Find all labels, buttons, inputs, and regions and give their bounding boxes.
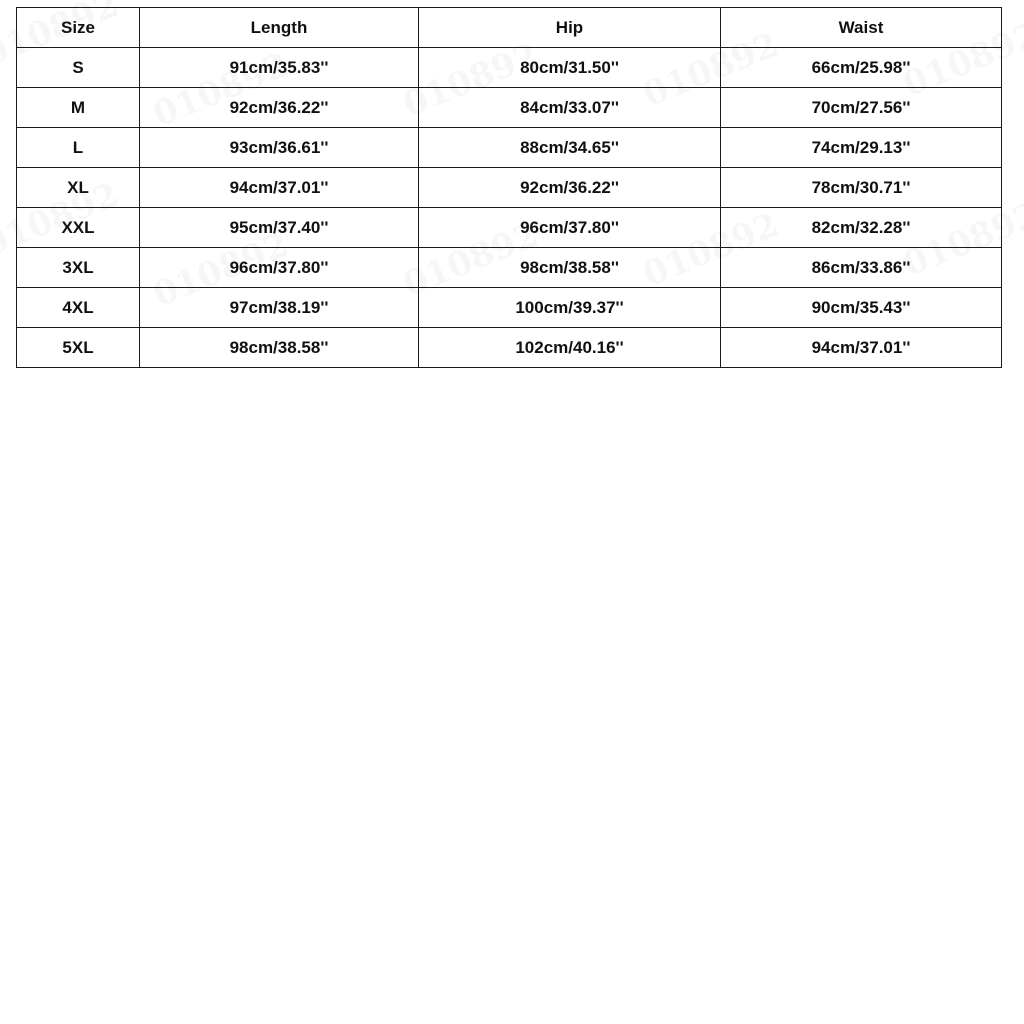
hip-cell: 98cm/38.58'' <box>419 248 721 288</box>
size-cell: 4XL <box>17 288 140 328</box>
table-body <box>17 48 1002 368</box>
column-header-size: Size <box>17 8 140 48</box>
waist-cell: 66cm/25.98'' <box>721 48 1002 88</box>
length-cell: 92cm/36.22'' <box>140 88 419 128</box>
size-cell: M <box>17 88 140 128</box>
size-cell: S <box>17 48 140 88</box>
hip-cell: 84cm/33.07'' <box>419 88 721 128</box>
length-cell: 93cm/36.61'' <box>140 128 419 168</box>
table-row <box>17 208 1002 248</box>
length-cell: 98cm/38.58'' <box>140 328 419 368</box>
hip-cell: 102cm/40.16'' <box>419 328 721 368</box>
size-cell: XL <box>17 168 140 208</box>
waist-cell: 94cm/37.01'' <box>721 328 1002 368</box>
column-header-length: Length <box>140 8 419 48</box>
table-row <box>17 168 1002 208</box>
header-row <box>17 8 1002 48</box>
hip-cell: 96cm/37.80'' <box>419 208 721 248</box>
hip-cell: 92cm/36.22'' <box>419 168 721 208</box>
length-cell: 94cm/37.01'' <box>140 168 419 208</box>
table-row <box>17 248 1002 288</box>
length-cell: 97cm/38.19'' <box>140 288 419 328</box>
hip-cell: 88cm/34.65'' <box>419 128 721 168</box>
table-row <box>17 48 1002 88</box>
size-cell: L <box>17 128 140 168</box>
size-chart-table <box>16 7 1002 368</box>
length-cell: 95cm/37.40'' <box>140 208 419 248</box>
waist-cell: 78cm/30.71'' <box>721 168 1002 208</box>
size-cell: XXL <box>17 208 140 248</box>
size-cell: 5XL <box>17 328 140 368</box>
table-row <box>17 288 1002 328</box>
column-header-waist: Waist <box>721 8 1002 48</box>
size-cell: 3XL <box>17 248 140 288</box>
table-row <box>17 88 1002 128</box>
table-row <box>17 328 1002 368</box>
length-cell: 96cm/37.80'' <box>140 248 419 288</box>
waist-cell: 90cm/35.43'' <box>721 288 1002 328</box>
waist-cell: 70cm/27.56'' <box>721 88 1002 128</box>
waist-cell: 74cm/29.13'' <box>721 128 1002 168</box>
table-row <box>17 128 1002 168</box>
waist-cell: 82cm/32.28'' <box>721 208 1002 248</box>
column-header-hip: Hip <box>419 8 721 48</box>
length-cell: 91cm/35.83'' <box>140 48 419 88</box>
hip-cell: 100cm/39.37'' <box>419 288 721 328</box>
hip-cell: 80cm/31.50'' <box>419 48 721 88</box>
waist-cell: 86cm/33.86'' <box>721 248 1002 288</box>
table-header <box>17 8 1002 48</box>
